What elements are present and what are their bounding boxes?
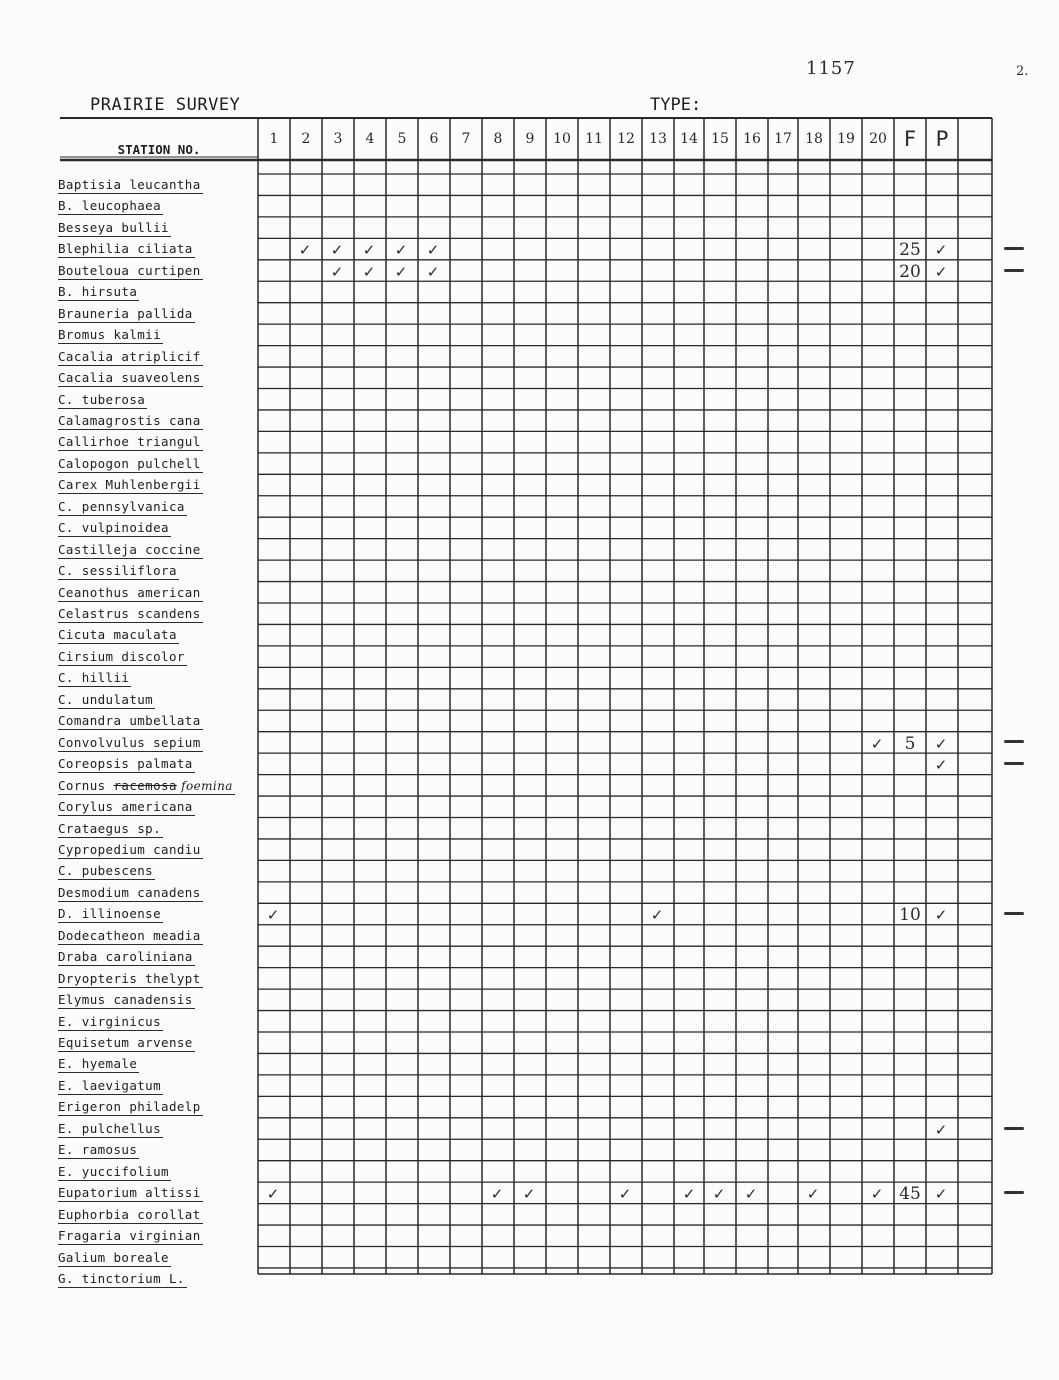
presence-mark: ✓ — [934, 906, 948, 925]
checkmark: ✓ — [870, 1185, 884, 1204]
column-header-7: 7 — [461, 131, 471, 147]
handwritten-sheet-number: 1157 — [806, 58, 856, 79]
presence-mark: ✓ — [934, 734, 948, 753]
species-label: Bromus kalmii — [58, 327, 162, 343]
margin-tick — [1004, 912, 1024, 915]
species-label: C. vulpinoidea — [58, 520, 169, 536]
column-header-15: 15 — [711, 131, 729, 147]
species-label: Cypropedium candiu — [58, 841, 201, 857]
species-label: C. sessiliflora — [58, 563, 177, 579]
species-label: Eupatorium altissi — [58, 1185, 201, 1201]
column-header-16: 16 — [743, 131, 761, 147]
species-label: C. undulatum — [58, 691, 154, 707]
species-label: C. tuberosa — [58, 391, 146, 407]
species-label: Corylus americana — [58, 799, 193, 815]
checkmark: ✓ — [426, 241, 440, 260]
species-label: Euphorbia corollat — [58, 1206, 201, 1222]
species-label: E. virginicus — [58, 1013, 162, 1029]
species-label: Erigeron philadelp — [58, 1099, 201, 1115]
type-label: TYPE: — [650, 95, 702, 115]
species-label: Carex Muhlenbergii — [58, 477, 201, 493]
frequency-value: 20 — [899, 261, 921, 282]
checkmark: ✓ — [806, 1185, 820, 1204]
species-label: Celastrus scandens — [58, 606, 201, 621]
species-label: Crataegus sp. — [58, 820, 162, 836]
margin-tick — [1004, 762, 1024, 765]
frequency-value: 5 — [904, 733, 916, 754]
column-header-9: 9 — [525, 131, 535, 147]
species-label: Equisetum arvense — [58, 1035, 193, 1050]
column-header-13: 13 — [649, 131, 667, 147]
station-number-label: STATION NO. — [117, 141, 201, 157]
column-header-5: 5 — [397, 131, 407, 147]
presence-mark: ✓ — [934, 756, 948, 775]
species-label: Castilleja coccine — [58, 541, 201, 557]
species-label: Baptisia leucantha — [58, 177, 201, 192]
checkmark: ✓ — [330, 262, 344, 281]
species-label: Ceanothus american — [58, 584, 201, 600]
margin-tick — [1004, 269, 1024, 272]
checkmark: ✓ — [650, 906, 664, 925]
checkmark: ✓ — [394, 241, 408, 260]
column-header-blank — [958, 118, 992, 160]
column-header-11: 11 — [585, 131, 603, 147]
column-header-17: 17 — [774, 131, 792, 147]
checkmark: ✓ — [744, 1185, 758, 1204]
species-label: C. pubescens — [58, 863, 154, 879]
species-label: Desmodium canadens — [58, 884, 201, 900]
species-label: B. leucophaea — [58, 198, 162, 214]
species-label: Cacalia atriplicif — [58, 348, 201, 364]
checkmark: ✓ — [522, 1185, 536, 1204]
species-label: Calopogon pulchell — [58, 455, 201, 471]
column-header-1: 1 — [269, 131, 279, 147]
species-label: E. hyemale — [58, 1056, 138, 1072]
species-label: Dodecatheon meadia — [58, 927, 201, 943]
species-label: Fragaria virginian — [58, 1228, 201, 1244]
species-label: Cirsium discolor — [58, 648, 185, 664]
species-label: Convolvulus sepium — [58, 734, 201, 750]
column-header-8: 8 — [493, 131, 503, 147]
species-label: Bouteloua curtipen — [58, 262, 201, 278]
species-label: Brauneria pallida — [58, 305, 193, 321]
checkmark: ✓ — [682, 1185, 696, 1204]
species-label: Cornus racemosa foemina — [58, 777, 233, 793]
margin-tick — [1004, 740, 1024, 743]
species-label: E. laevigatum — [58, 1077, 162, 1093]
column-header-19: 19 — [837, 131, 855, 147]
frequency-value: 10 — [899, 905, 921, 926]
species-label: E. pulchellus — [58, 1120, 162, 1136]
species-label: Coreopsis palmata — [58, 756, 193, 772]
column-header-P: P — [935, 127, 949, 151]
checkmark: ✓ — [394, 262, 408, 281]
presence-mark: ✓ — [934, 1120, 948, 1139]
column-header-10: 10 — [553, 131, 571, 147]
column-header-2: 2 — [301, 131, 311, 147]
species-label: C. hillii — [58, 670, 130, 686]
species-label: C. pennsylvanica — [58, 498, 185, 514]
presence-mark: ✓ — [934, 241, 948, 260]
checkmark: ✓ — [266, 906, 280, 925]
checkmark: ✓ — [330, 241, 344, 260]
species-label: Besseya bullii — [58, 219, 169, 235]
species-label: Dryopteris thelypt — [58, 970, 201, 986]
checkmark: ✓ — [362, 262, 376, 281]
margin-tick — [1004, 1127, 1024, 1130]
column-header-20: 20 — [869, 131, 887, 147]
column-header-18: 18 — [805, 131, 823, 147]
column-header-F: F — [903, 127, 917, 151]
species-label: Galium boreale — [58, 1249, 169, 1265]
species-label: E. ramosus — [58, 1142, 138, 1158]
margin-tick — [1004, 247, 1024, 250]
frequency-value: 25 — [899, 240, 921, 261]
species-label: Calamagrostis cana — [58, 412, 201, 428]
presence-mark: ✓ — [934, 1185, 948, 1204]
column-header-6: 6 — [429, 131, 439, 147]
column-header-3: 3 — [333, 131, 343, 147]
species-label: D. illinoense — [58, 906, 162, 922]
species-label: Callirhoe triangul — [58, 434, 201, 450]
species-label: E. yuccifolium — [58, 1163, 169, 1179]
page-number: 2. — [1016, 64, 1029, 79]
checkmark: ✓ — [298, 241, 312, 260]
species-label: Cacalia suaveolens — [58, 370, 201, 386]
margin-tick — [1004, 1191, 1024, 1194]
checkmark: ✓ — [266, 1185, 280, 1204]
checkmark: ✓ — [426, 262, 440, 281]
species-label: Draba caroliniana — [58, 949, 193, 965]
checkmark: ✓ — [712, 1185, 726, 1204]
checkmark: ✓ — [870, 734, 884, 753]
species-label: Blephilia ciliata — [58, 241, 193, 257]
frequency-value: 45 — [899, 1184, 921, 1205]
species-label: G. tinctorium L. — [58, 1270, 185, 1286]
species-label: Comandra umbellata — [58, 713, 201, 729]
species-label: Elymus canadensis — [58, 992, 193, 1008]
checkmark: ✓ — [362, 241, 376, 260]
handwritten-correction: foemina — [176, 778, 233, 793]
column-header-4: 4 — [365, 131, 375, 147]
column-header-12: 12 — [617, 131, 635, 147]
page-title: PRAIRIE SURVEY — [90, 95, 241, 115]
species-label: B. hirsuta — [58, 284, 138, 300]
presence-mark: ✓ — [934, 262, 948, 281]
checkmark: ✓ — [490, 1185, 504, 1204]
column-header-14: 14 — [680, 131, 698, 147]
checkmark: ✓ — [618, 1185, 632, 1204]
species-label: Cicuta maculata — [58, 627, 177, 643]
